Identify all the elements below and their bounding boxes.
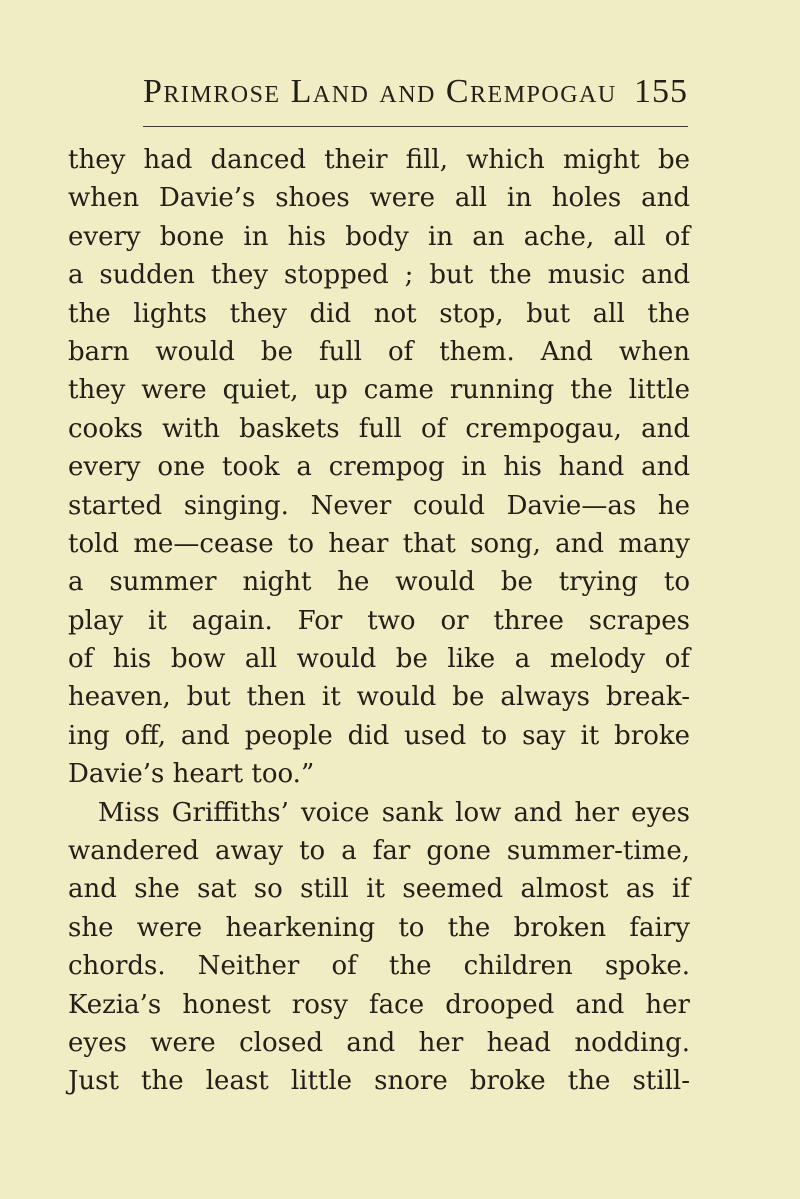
page-number: 155 — [634, 73, 688, 110]
text-line: ing off, and people did used to say it broke — [68, 720, 690, 751]
text-line: when Davie’s shoes were all in holes and — [68, 183, 690, 214]
text-line: play it again. For two or three scrapes — [68, 605, 690, 636]
text-line: the lights they did not stop, but all the — [68, 298, 690, 329]
text-line: eyes were closed and her head nodding. — [68, 1027, 690, 1058]
text-line: heaven, but then it would be always break- — [68, 682, 690, 713]
text-line: and she sat so still it seemed almost as if — [68, 874, 690, 905]
text-line: a summer night he would be trying to — [68, 567, 690, 598]
text-line: cooks with baskets full of crempogau, and — [68, 413, 690, 444]
text-line: chords. Neither of the children spoke. — [68, 951, 690, 982]
text-line: told me—cease to hear that song, and many — [68, 528, 690, 559]
running-title: Primrose Land and Crempogau — [143, 73, 617, 110]
text-line: started singing. Never could Davie—as he — [68, 490, 690, 521]
body-text — [68, 141, 690, 1101]
text-line: of his bow all would be like a melody of — [68, 644, 690, 675]
text-line: wandered away to a far gone summer-time, — [68, 836, 690, 867]
text-line: Davie’s heart too.” — [68, 759, 315, 790]
text-line: a sudden they stopped ; but the music and — [68, 260, 690, 291]
text-line: barn would be full of them. And when — [68, 336, 690, 367]
text-line: Kezia’s honest rosy face drooped and her — [68, 989, 690, 1020]
text-line: they had danced their fill, which might be — [68, 145, 690, 175]
running-head — [143, 68, 688, 116]
text-line: she were hearkening to the broken fairy — [68, 912, 690, 943]
text-line: every bone in his body in an ache, all of — [68, 221, 690, 252]
text-line: they were quiet, up came running the little — [68, 375, 690, 406]
text-line: Miss Griffiths’ voice sank low and her eyes — [98, 797, 690, 828]
header-rule — [143, 126, 688, 127]
text-line: Just the least little snore broke the still- — [68, 1066, 690, 1097]
text-line: every one took a crempog in his hand and — [68, 452, 690, 483]
